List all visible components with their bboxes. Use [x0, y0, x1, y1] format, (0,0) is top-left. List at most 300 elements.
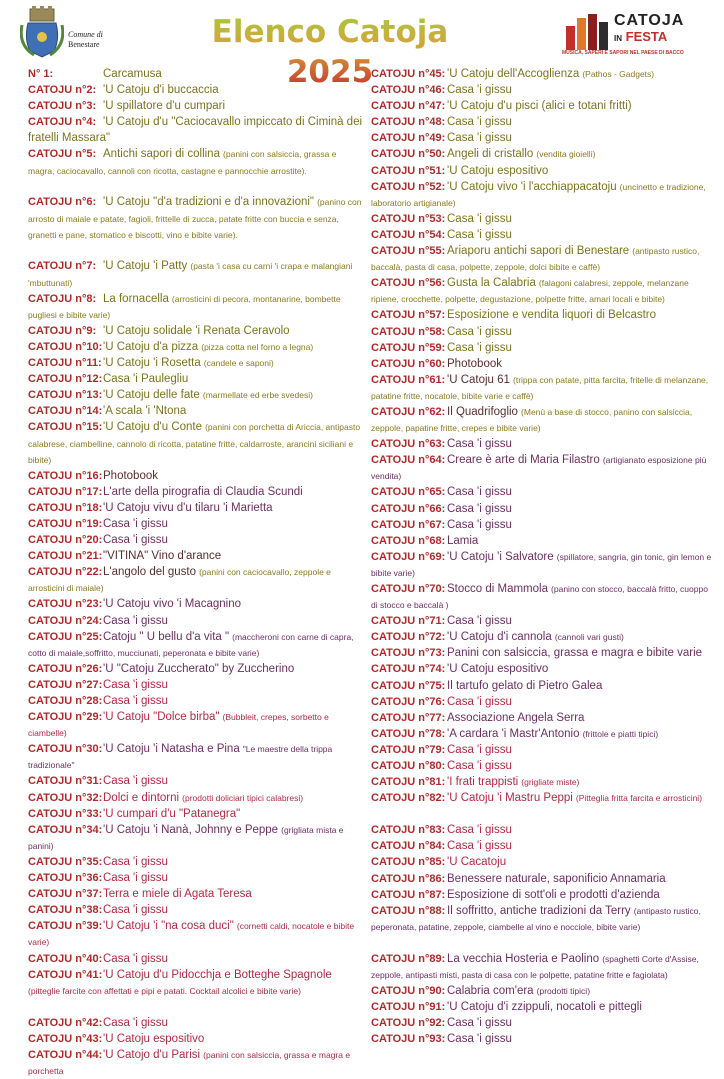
catoja-name: "VITINA" Vino d'arance — [103, 550, 222, 563]
catoja-entry — [28, 967, 364, 1015]
catoja-name: Casa 'i gissu — [103, 952, 168, 965]
catoja-name: 'U cumpari d'u "Patanegra" — [103, 807, 241, 820]
catoja-list-right — [371, 66, 716, 1047]
catoja-description: (prodotti tipici) — [536, 985, 591, 996]
catoja-entry — [28, 500, 364, 516]
catoja-entry — [371, 983, 716, 999]
catoja-number: CATOJU n°30: — [28, 743, 103, 756]
catoja-entry — [371, 517, 716, 533]
catoja-number: CATOJU n°51: — [371, 164, 446, 177]
catoja-number: CATOJU n°70: — [371, 583, 446, 595]
catoja-entry — [371, 146, 716, 162]
catoja-name: Casa 'i gissu — [447, 486, 512, 499]
catoja-entry — [28, 258, 364, 290]
catoja-entry — [371, 694, 716, 710]
catoja-number: CATOJU n°12: — [28, 373, 103, 386]
catoja-name: Benessere naturale, saponificio Annamaria — [447, 872, 666, 885]
catoja-number: CATOJU n°43: — [28, 1032, 103, 1045]
catoja-entry — [28, 355, 364, 371]
catoja-number: CATOJU n°26: — [28, 662, 103, 675]
catoja-name: 'U Catoju 'i Nanà, Johnny e Peppe — [103, 823, 279, 836]
catoja-number: CATOJU n°78: — [371, 727, 446, 740]
catoja-number: CATOJU n°68: — [371, 534, 446, 547]
catoja-entry — [28, 484, 364, 500]
catoja-number: N° 1: — [28, 68, 54, 80]
catoja-name: 'U Catoju d'i zzippuli, nocatoli e pittegli — [447, 1000, 642, 1013]
catoja-number: CATOJU n°65: — [371, 486, 446, 499]
catoja-entry — [28, 1031, 364, 1047]
catoja-number: CATOJU n°24: — [28, 614, 103, 627]
catoja-name: Casa 'i gissu — [103, 678, 168, 691]
catoja-entry — [371, 999, 716, 1015]
catoja-number: CATOJU n°27: — [28, 678, 103, 691]
catoja-entry — [371, 887, 716, 903]
catoja-number: CATOJU n°48: — [371, 116, 446, 129]
catoja-number: CATOJU n°53: — [371, 212, 446, 225]
catoja-entry — [371, 822, 716, 838]
catoja-number: CATOJU n°45: — [371, 68, 446, 80]
catoja-name: Casa 'i gissu — [447, 518, 512, 531]
catoja-entry — [371, 404, 716, 436]
catoja-entry — [371, 1031, 716, 1047]
catoja-name: Dolci e dintorni — [103, 791, 180, 804]
event-logo — [562, 10, 712, 58]
catoja-name: 'I frati trappisti — [447, 776, 519, 789]
catoja-entry — [28, 564, 364, 596]
catoja-name: Casa 'i gissu — [103, 614, 168, 627]
catoja-entry — [28, 114, 364, 146]
catoja-entry — [371, 436, 716, 452]
catoja-entry — [28, 790, 364, 806]
catoja-description: (antipasto rustico, baccalà, pasta di casa, polpette, zeppole, dolci bibite e caffè) — [371, 246, 700, 273]
catoja-entry — [371, 211, 716, 227]
catoja-name: 'A cardara 'i Mastr'Antonio — [447, 727, 580, 740]
catoja-name: La vecchia Hosteria e Paolino — [447, 952, 600, 965]
catoja-name: 'U Catoju delle fate — [103, 389, 200, 402]
catoja-name: Catoju " U bellu d'a vita " — [103, 630, 230, 643]
catoja-entry — [371, 114, 716, 130]
catoja-description: (uncinetto e tradizione, laboratorio artigianale) — [371, 181, 706, 208]
catoja-number: CATOJU n°25: — [28, 630, 103, 643]
catoja-name: Casa 'i gissu — [447, 695, 512, 708]
catoja-name: 'U Catoju vivu d'u tilaru 'i Marietta — [103, 501, 273, 514]
catoja-entry — [28, 886, 364, 902]
catoja-entry — [28, 387, 364, 403]
catoja-entry — [28, 516, 364, 532]
catoja-entry — [371, 324, 716, 340]
catoja-entry — [28, 870, 364, 886]
catoja-name: Creare è arte di Maria Filastro — [447, 454, 600, 467]
catoja-entry — [371, 307, 716, 323]
catoja-number: CATOJU n°66: — [371, 502, 446, 515]
catoja-name: L'angolo del gusto — [103, 566, 196, 579]
catoja-name: Casa 'i gissu — [447, 840, 512, 853]
catoja-entry — [371, 581, 716, 613]
catoja-number: CATOJU n°32: — [28, 791, 103, 804]
catoja-name: 'U Catoju vivo 'i Macagnino — [103, 598, 241, 611]
catoja-name: Casa 'i gissu — [447, 1033, 512, 1046]
catoja-number: CATOJU n°72: — [371, 631, 446, 644]
catoja-description: (cannoli vari gusti) — [554, 632, 624, 643]
catoja-name: Casa 'i gissu — [103, 855, 168, 868]
catoja-name: Gusta la Calabria — [447, 277, 536, 290]
catoja-name: 'U Catoju "Dolce birba" — [103, 711, 220, 724]
catoja-entry — [28, 1015, 364, 1031]
catoja-description: (grigliate miste) — [521, 777, 580, 788]
catoja-name: 'A scala 'i 'Ntona — [103, 405, 187, 418]
catoja-entry — [371, 758, 716, 774]
catoja-name: Il Quadrifoglio — [447, 405, 518, 418]
catoja-number: CATOJU n°67: — [371, 518, 446, 531]
catoja-name: Panini con salsiccia, grassa e magra e bibite varie — [447, 647, 703, 660]
catoja-name: 'U Catoju d'u "Caciocavallo impiccato di Ciminà dei fratelli Massara" — [28, 116, 363, 145]
catoja-name: Casa 'i gissu — [447, 1017, 512, 1030]
catoja-number: CATOJU n°18: — [28, 501, 103, 514]
catoja-name: Casa 'i gissu — [103, 534, 168, 547]
catoja-entry — [28, 98, 364, 114]
catoja-name: 'U Catojo d'u Parisi — [103, 1048, 201, 1061]
catoja-entry — [371, 179, 716, 211]
catoja-number: CATOJU n°57: — [371, 309, 446, 322]
catoja-number: CATOJU n°40: — [28, 952, 103, 965]
catoja-description: (candele e saponi) — [203, 358, 274, 369]
catoja-entry — [28, 951, 364, 967]
catoja-number: CATOJU n°92: — [371, 1017, 446, 1030]
catoja-number: CATOJU n°62: — [371, 405, 446, 418]
catoja-entry — [28, 532, 364, 548]
catoja-number: CATOJU n°63: — [371, 438, 446, 451]
catoja-name: Casa 'i gissu — [447, 341, 512, 354]
catoja-name: Associazione Angela Serra — [447, 711, 585, 724]
catoja-description: (vendita gioielli) — [536, 149, 596, 160]
catoja-name: 'U Catoju espositivo — [103, 1032, 205, 1045]
catoja-entry — [28, 194, 364, 258]
catoja-number: CATOJU n°87: — [371, 888, 446, 901]
catoja-name: 'U Catoju 'i Mastru Peppi — [447, 792, 573, 805]
catoja-name: Photobook — [447, 357, 502, 370]
catoja-entry — [371, 452, 716, 484]
catoja-entry — [371, 774, 716, 790]
catoja-number: CATOJU n°76: — [371, 695, 446, 708]
catoja-name: 'U Catoju espositivo — [447, 164, 549, 177]
catoja-number: CATOJU n°75: — [371, 679, 446, 692]
catoja-entry — [371, 951, 716, 983]
catoja-list-left — [28, 66, 364, 1079]
catoja-number: CATOJU n°29: — [28, 711, 103, 724]
catoja-entry — [28, 146, 364, 194]
catoja-entry — [371, 1015, 716, 1031]
catoja-entry — [28, 596, 364, 612]
catoja-name: La fornacella — [103, 292, 169, 305]
catoja-entry — [371, 501, 716, 517]
catoja-entry — [28, 291, 364, 323]
catoja-number: CATOJU n°59: — [371, 341, 446, 354]
catoja-name: Casa 'i Paulegliu — [103, 373, 189, 386]
catoja-number: CATOJU n°50: — [371, 148, 446, 161]
catoja-name: Casa 'i gissu — [103, 695, 168, 707]
catoja-name: 'U Catoju 'i Rosetta — [103, 357, 201, 370]
catoja-entry — [28, 806, 364, 822]
catoja-number: CATOJU n°49: — [371, 132, 446, 145]
catoja-entry — [371, 356, 716, 372]
catoja-number: CATOJU n°14: — [28, 405, 103, 418]
catoja-description: (grigliata mista e panini) — [28, 824, 344, 851]
catoja-entry — [28, 693, 364, 709]
catoja-name: 'U Catoju d'i buccaccia — [103, 84, 219, 97]
catoja-name: 'U Catoju vivo 'i l'acchiappacatoju — [447, 180, 617, 193]
catoja-entry — [28, 548, 364, 564]
catoja-description: (panino con arrosto di maiale e patate, fagioli, frittelle di zucca, patate fritte con buccia e senza, granetti e pane, stomatico e biscotti, vino e bibite varie). — [28, 197, 362, 240]
catoja-number: CATOJU n°55: — [371, 245, 446, 258]
catoja-description: (pitteglie farcite con affettati e pipi e patati. Cocktail alcolici e bibite varie) — [28, 985, 301, 996]
catoja-entry — [28, 613, 364, 629]
catoja-number: CATOJU n°16: — [28, 469, 103, 482]
catoja-number: CATOJU n°36: — [28, 872, 103, 885]
catoja-number: CATOJU n°4: — [28, 116, 97, 129]
catoja-name: 'U spillatore d'u cumpari — [103, 100, 225, 113]
catoja-entry — [28, 902, 364, 918]
catoja-entry — [371, 484, 716, 500]
catoja-name: 'U Catoju d'u Conte — [103, 421, 203, 434]
catoja-name: Lamia — [447, 534, 479, 547]
catoja-number: CATOJU n°17: — [28, 485, 103, 498]
catoja-entry — [371, 66, 716, 82]
catoja-name: Casa 'i gissu — [447, 228, 512, 241]
catoja-number: CATOJU n°60: — [371, 357, 446, 370]
catoja-name: 'U Catoju d'i cannola — [447, 631, 552, 644]
catoja-entry — [371, 790, 716, 822]
catoja-name: Esposizione e vendita liquori di Belcastro — [447, 309, 657, 322]
catoja-entry — [371, 871, 716, 887]
catoja-description: (panini con salsiccia, grassa e magra e porchetta — [28, 1049, 351, 1076]
catoja-number: CATOJU n°64: — [371, 454, 446, 467]
catoja-number: CATOJU n°79: — [371, 743, 446, 756]
catoja-number: CATOJU n°91: — [371, 1000, 446, 1013]
catoja-description: (spillatore, sangria, gin tonic, gin lemon e bibite varie) — [371, 551, 712, 578]
catoja-name: Casa 'i gissu — [103, 904, 168, 917]
logo-festa: FESTA — [625, 29, 668, 44]
catoja-description: (cornetti caldi, nocatole e bibite varie) — [28, 921, 355, 948]
catoja-entry — [371, 742, 716, 758]
catoja-name: Angeli di cristallo — [447, 148, 534, 161]
catoja-name: 'U Catoju d'u pisci (alici e totani fritti) — [447, 100, 632, 113]
catoja-number: CATOJU n°3: — [28, 100, 97, 113]
catoja-name: 'U Catoju espositivo — [447, 663, 549, 676]
catoja-number: CATOJU n°85: — [371, 856, 446, 869]
catoja-description: (arrosticini di pecora, montanarine, bombette pugliesi e bibite varie) — [28, 293, 341, 320]
catoja-number: CATOJU n°81: — [371, 776, 446, 789]
catoja-number: CATOJU n°88: — [371, 904, 446, 917]
catoja-description: (maccheroni con carne di capra, cotto di maiale,soffritto, mucciunati, peperonata e bibite varie) — [28, 631, 354, 658]
catoja-number: CATOJU n°74: — [371, 663, 446, 676]
catoja-number: CATOJU n°20: — [28, 534, 103, 547]
catoja-number: CATOJU n°80: — [371, 760, 446, 773]
catoja-number: CATOJU n°83: — [371, 824, 446, 837]
catoja-description: (Bubbleit, crepes, sorbetto e ciambelle) — [28, 712, 329, 739]
catoja-number: CATOJU n°9: — [28, 324, 97, 337]
catoja-name: 'U Cacatoju — [447, 856, 507, 869]
catoja-number: CATOJU n°35: — [28, 855, 103, 868]
catoja-name: Casa 'i gissu — [103, 872, 168, 885]
catoja-name: Casa 'i gissu — [447, 824, 512, 837]
logo-graphic-icon — [562, 12, 612, 52]
catoja-number: CATOJU n°22: — [28, 566, 103, 579]
catoja-description: (falagoni calabresi, zeppole, melanzane ripiene, crocchette, polpette, degustazione, polpette fritte, amari locali e bibite) — [371, 278, 689, 305]
catoja-name: Casa 'i gissu — [447, 615, 512, 628]
catoja-name: 'U Catoju 'i "na cosa duci" — [103, 920, 234, 933]
catoja-number: CATOJU n°41: — [28, 968, 103, 981]
catoja-name: 'U Catoju dell'Accoglienza — [447, 68, 580, 80]
catoja-entry — [371, 549, 716, 581]
catoja-entry — [28, 918, 364, 950]
logo-in: IN — [614, 34, 622, 43]
catoja-number: CATOJU n°86: — [371, 872, 446, 885]
catoja-entry — [371, 678, 716, 694]
catoja-number: CATOJU n°19: — [28, 517, 103, 530]
catoja-description: (Menù a base di stocco, panino con salsiccia, zeppole, papatine fritte, crepes e bibite varie) — [371, 406, 693, 434]
catoja-number: CATOJU n°5: — [28, 148, 97, 161]
catoja-description: (trippa con patate, pitta farcita, fritelle di melanzane, patatine fritte, nocatole, bibite varie e caffè) — [371, 374, 709, 401]
catoja-number: CATOJU n°2: — [28, 84, 97, 97]
municipal-crest-icon — [20, 5, 64, 59]
catoja-description: (pasta 'i casa cu carni 'i crapa e malangiani 'mbuttunati) — [28, 261, 353, 288]
catoja-entry — [371, 838, 716, 854]
catoja-description: (prodotti doliciari tipici calabresi) — [182, 792, 304, 803]
catoja-number: CATOJU n°84: — [371, 840, 446, 853]
catoja-name: 'U Catoju 61 — [447, 373, 510, 386]
catoja-entry — [28, 323, 364, 339]
catoja-entry — [28, 773, 364, 789]
catoja-entry — [28, 741, 364, 773]
catoja-entry — [371, 98, 716, 114]
catoja-description: (frittole e piatti tipici) — [582, 728, 659, 739]
catoja-name: Casa 'i gissu — [447, 760, 512, 773]
catoja-number: CATOJU n°21: — [28, 550, 103, 563]
catoja-name: Casa 'i gissu — [103, 1016, 168, 1029]
catoja-entry — [371, 629, 716, 645]
catoja-entry — [28, 822, 364, 854]
catoja-number: CATOJU n°56: — [371, 277, 446, 290]
catoja-number: CATOJU n°69: — [371, 550, 446, 563]
catoja-entry — [28, 419, 364, 467]
catoja-entry — [371, 903, 716, 951]
catoja-number: CATOJU n°15: — [28, 421, 103, 434]
catoja-entry — [371, 661, 716, 677]
catoja-name: 'U "Catoju Zuccherato" by Zuccherino — [103, 662, 295, 675]
catoja-number: CATOJU n°33: — [28, 807, 103, 820]
catoja-entry — [28, 709, 364, 741]
catoja-name: 'U Catoju 'i Patty — [103, 260, 188, 273]
catoja-name: 'U Catoju solidale 'i Renata Ceravolo — [103, 324, 290, 337]
catoja-description: (pizza cotta nel forno a legna) — [201, 341, 314, 352]
catoja-name: Carcamusa — [103, 68, 162, 80]
catoja-name: 'U Catoju d'u Pidocchja e Botteghe Spagnole — [103, 968, 332, 981]
catoja-number: CATOJU n°31: — [28, 775, 103, 788]
catoja-number: CATOJU n°61: — [371, 373, 446, 386]
catoja-number: CATOJU n°90: — [371, 984, 446, 997]
catoja-description: (marmellate ed erbe svedesi) — [202, 390, 313, 401]
catoja-entry — [371, 372, 716, 404]
catoja-entry — [371, 275, 716, 307]
catoja-description: (Pitteglia fritta farcita e arrosticini) — [575, 793, 703, 804]
catoja-name: Stocco di Mammola — [447, 583, 548, 595]
catoja-description: (spaghetti Corte d'Assise, zeppole, antipasti misti, pasta di casa con le polpette, patatine fritte e fagiolata) — [371, 953, 699, 980]
catoja-name: Casa 'i gissu — [447, 743, 512, 756]
catoja-name: Ariaporu antichi sapori di Benestare — [447, 245, 630, 258]
catoja-number: CATOJU n°37: — [28, 888, 103, 901]
catoja-name: Casa 'i gissu — [447, 438, 512, 451]
page-title: Elenco Catoja 2025 — [165, 12, 495, 92]
catoja-entry — [371, 163, 716, 179]
catoja-name: L'arte della pirografia di Claudia Scundi — [103, 485, 303, 498]
catoja-number: CATOJU n°34: — [28, 823, 103, 836]
catoja-name: Casa 'i gissu — [447, 212, 512, 225]
catoja-entry — [371, 243, 716, 275]
catoja-entry — [28, 468, 364, 484]
catoja-name: Casa 'i gissu — [447, 502, 512, 515]
catoja-entry — [371, 645, 716, 661]
catoja-description: (antipasto rustico, peperonata, patatine, zeppole, ciambelle al vino e nocciole, bibite varie) — [371, 905, 701, 932]
catoja-name: Casa 'i gissu — [447, 84, 512, 97]
catoja-entry — [28, 1047, 364, 1079]
catoja-number: CATOJU n°54: — [371, 228, 446, 241]
catoja-number: CATOJU n°93: — [371, 1033, 446, 1046]
catoja-name: Casa 'i gissu — [447, 116, 512, 129]
catoja-number: CATOJU n°13: — [28, 389, 103, 402]
catoja-name: Photobook — [103, 469, 158, 482]
catoja-name: Terra e miele di Agata Teresa — [103, 888, 252, 901]
catoja-name: Casa 'i gissu — [103, 775, 168, 788]
catoja-entry — [371, 726, 716, 742]
catoja-number: CATOJU n°42: — [28, 1016, 103, 1029]
catoja-number: CATOJU n°7: — [28, 260, 97, 273]
catoja-number: CATOJU n°6: — [28, 196, 97, 209]
catoja-number: CATOJU n°89: — [371, 952, 446, 965]
catoja-number: CATOJU n°8: — [28, 292, 97, 305]
catoja-name: 'U Catoju 'i Salvatore — [447, 550, 554, 563]
catoja-entry — [371, 82, 716, 98]
catoja-description: (Pathos - Gadgets) — [582, 69, 655, 79]
catoja-number: CATOJU n°77: — [371, 711, 446, 724]
catoja-number: CATOJU n°38: — [28, 904, 103, 917]
catoja-number: CATOJU n°28: — [28, 695, 103, 707]
catoja-name: 'U Catoju 'i Natasha e Pina — [103, 743, 240, 756]
catoja-entry — [28, 677, 364, 693]
catoja-entry — [28, 339, 364, 355]
catoja-number: CATOJU n°11: — [28, 357, 102, 370]
catoja-number: CATOJU n°52: — [371, 180, 446, 193]
catoja-number: CATOJU n°58: — [371, 325, 446, 338]
catoja-name: Casa 'i gissu — [447, 325, 512, 338]
catoja-entry — [371, 227, 716, 243]
catoja-number: CATOJU n°82: — [371, 792, 446, 805]
catoja-name: 'U Catoju "d'a tradizioni e d'a innovazioni" — [103, 196, 315, 209]
catoja-entry — [28, 661, 364, 677]
catoja-entry — [371, 340, 716, 356]
catoja-entry — [371, 854, 716, 870]
catoja-number: CATOJU n°46: — [371, 84, 446, 97]
catoja-number: CATOJU n°73: — [371, 647, 446, 660]
catoja-name: Casa 'i gissu — [447, 132, 512, 145]
catoja-number: CATOJU n°23: — [28, 598, 103, 611]
catoja-number: CATOJU n°44: — [28, 1048, 103, 1061]
catoja-entry — [371, 710, 716, 726]
comune-name: Benestare — [68, 40, 100, 49]
catoja-number: CATOJU n°39: — [28, 920, 103, 933]
catoja-name: Casa 'i gissu — [103, 517, 168, 530]
catoja-entry — [28, 82, 364, 98]
catoja-description: (panini con porchetta di Ariccia, antipasto calabrese, ciambelline, cannolo di ricotta, patatine fritte, caldarroste, arancini siciliani e bibite) — [28, 422, 361, 465]
